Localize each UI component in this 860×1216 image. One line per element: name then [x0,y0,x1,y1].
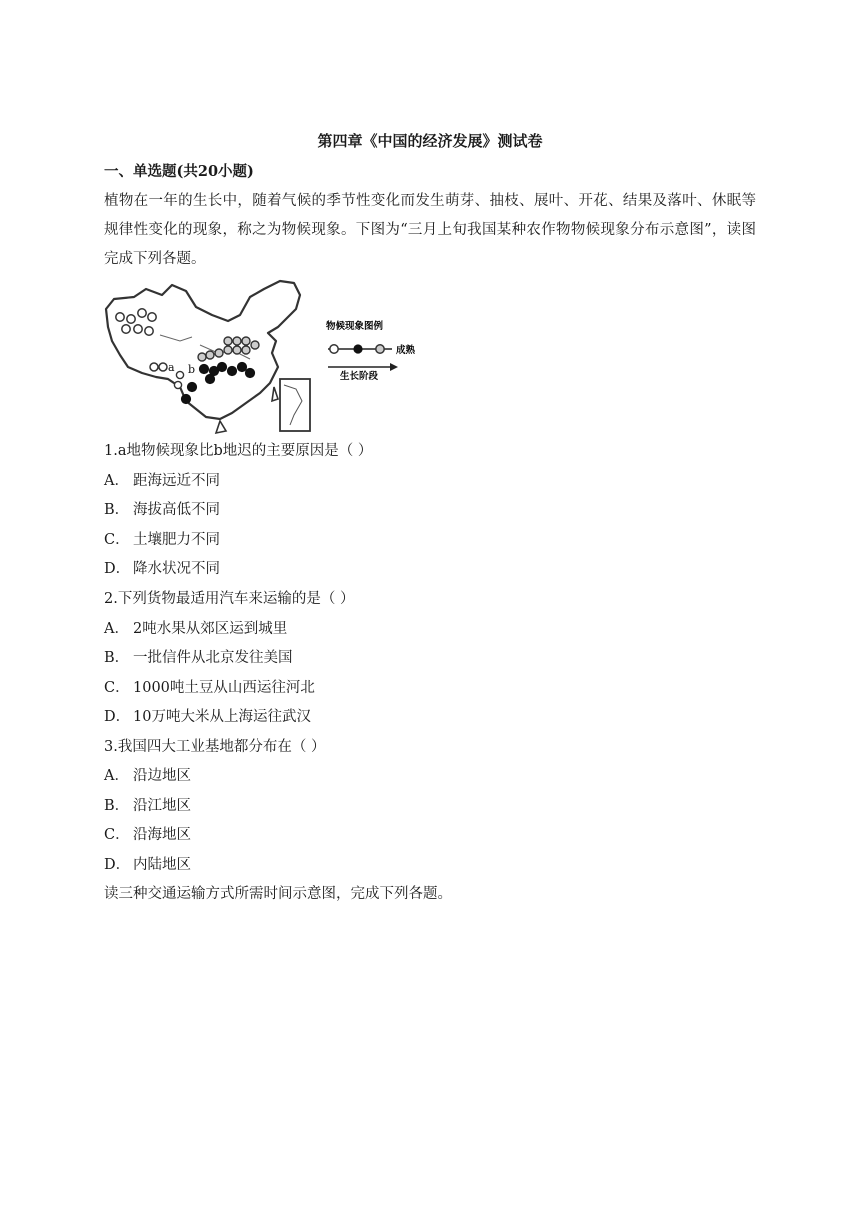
option-text: 一批信件从北京发往美国 [133,650,293,666]
option-letter: D． [104,709,131,725]
legend-title: 物候现象图例 [326,321,384,332]
q1-option-a [104,469,220,490]
section-heading: 一、单选题(共20小题) [104,163,254,180]
option-text: 降水状况不同 [133,561,220,577]
legend-end-label: 成熟 [396,345,416,356]
q3-option-a [104,764,191,785]
closing-paragraph: 读三种交通运输方式所需时间示意图，完成下列各题。 [104,886,452,902]
option-text: 1000吨土豆从山西运往河北 [133,680,315,696]
q3-option-d [104,853,191,874]
q3-option-c [104,823,191,844]
option-text: 土壤肥力不同 [133,532,220,548]
q2-option-c [104,676,315,697]
option-letter: C． [104,532,130,548]
china-outline [106,281,300,419]
inset-box [280,379,310,431]
phenology-dots-west [150,363,167,371]
option-letter: A． [104,473,129,489]
option-text: 10万吨大米从上海运往武汉 [133,709,311,725]
q1-option-b [104,498,220,519]
option-letter: D． [104,857,131,873]
option-letter: C． [104,680,130,696]
q3-option-b [104,794,191,815]
option-text: 海拔高低不同 [133,502,220,518]
option-text: 沿海地区 [133,827,191,843]
question-3-stem: 3.我国四大工业基地都分布在（ ） [104,739,326,755]
option-text: 沿边地区 [133,768,191,784]
option-letter: D． [104,561,131,577]
map-label-b: b [188,363,196,376]
option-letter: A． [104,768,129,784]
q2-option-b [104,646,293,667]
legend-symbols [328,344,398,371]
q2-option-a [104,617,287,638]
option-text: 2吨水果从郊区运到城里 [133,621,288,637]
option-letter: A． [104,621,129,637]
phenology-dots-northwest [116,309,156,335]
option-letter: B． [104,502,130,518]
phenology-dots-north [198,337,259,361]
option-text: 距海远近不同 [133,473,220,489]
legend-axis-label: 生长阶段 [340,371,379,382]
q1-option-d [104,557,220,578]
option-letter: B． [104,650,130,666]
map-label-a: a [168,361,175,374]
q2-option-d [104,705,311,726]
page-title: 第四章《中国的经济发展》测试卷 [317,132,543,150]
option-text: 沿江地区 [133,798,191,814]
question-2-stem: 2.下列货物最适用汽车来运输的是（ ） [104,591,355,607]
option-letter: C． [104,827,130,843]
question-1-stem: 1.a地物候现象比b地迟的主要原因是（ ） [104,443,373,459]
option-text: 内陆地区 [133,857,191,873]
q1-option-c [104,528,220,549]
option-letter: B． [104,798,130,814]
intro-paragraph: 植物在一年的生长中，随着气候的季节性变化而发生萌芽、抽枝、展叶、开花、结果及落叶、休眠等规律性变化的现象，称之为物候现象。下图为“三月上旬我国某种农作物物候现象分布示意图”，读图完成下列各题。 [104,193,756,267]
phenology-map-figure [100,275,430,435]
